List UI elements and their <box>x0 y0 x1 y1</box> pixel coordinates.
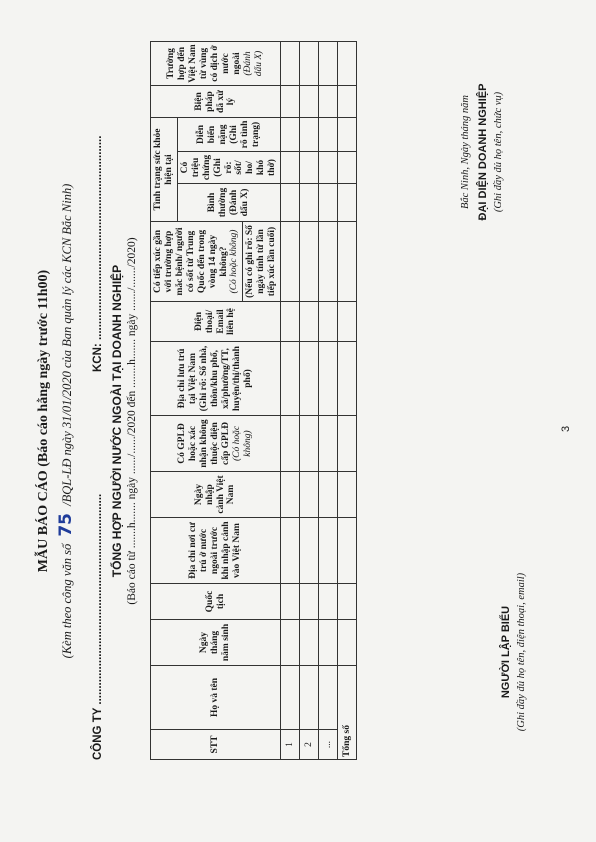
abroad-note: (Đánh dấu X) <box>242 50 264 77</box>
col-phone: Điện thoại/ Email liên hệ <box>151 302 281 342</box>
reference-line <box>56 0 76 842</box>
handwritten-reference-number: 75 <box>56 512 76 537</box>
work-permit-note: (Có hoặc không) <box>231 425 253 462</box>
col-entry-date: Ngày nhập cảnh Việt Nam <box>151 472 281 518</box>
col-name: Họ và tên <box>151 666 281 730</box>
reference-prefix: (Kèm theo công văn số <box>60 543 74 659</box>
col-health-progress: Diễn biến nặng (Ghi rõ tình trạng) <box>177 118 280 152</box>
contact-note: (Có hoặc không) <box>229 229 240 294</box>
report-form-title: MẪU BÁO CÁO (Báo cáo hằng ngày trước 11h00) <box>36 269 51 573</box>
col-stt: STT <box>151 730 281 760</box>
col-work-permit <box>151 416 281 472</box>
col-dob: Ngày tháng năm sinh <box>151 620 281 666</box>
foreigner-table <box>150 41 357 760</box>
col-nationality: Quốc tịch <box>151 584 281 620</box>
work-permit-label: Có GPLĐ hoặc xác nhận không thuộc diện cấp GPLĐ <box>177 419 232 468</box>
col-abroad <box>151 42 281 86</box>
preparer-signature <box>500 522 527 782</box>
table-row <box>300 42 319 760</box>
page-number: 3 <box>560 425 572 432</box>
col-address-vn: Địa chỉ lưu trú tại Việt Nam (Ghi rõ: Số nhà, thôn/khu phố, xã/phường/TT, huyện/thị/thành phố) <box>151 342 281 416</box>
date-line: Bắc Ninh, Ngày tháng năm <box>460 94 471 210</box>
col-health: Tình trạng sức khỏe hiện tại <box>151 118 178 222</box>
table-row <box>319 42 338 760</box>
table-row <box>281 42 300 760</box>
col-residence: Địa chỉ nơi cư trú ở nước ngoài trước khi nhập cảnh vào Việt Nam <box>151 518 281 584</box>
preparer-note: (Ghi đầy đủ họ tên, điện thoại, email) <box>516 572 527 732</box>
abroad-label: Trường hợp đến Việt Nam từ vùng có dịch ở nước ngoài <box>166 44 242 83</box>
row-stt: 2 <box>300 730 319 760</box>
company-field: CÔNG TY .................................................................. <box>92 493 104 760</box>
total-row <box>338 42 357 760</box>
kcn-field: KCN: ................................................................ <box>92 135 104 372</box>
row-stt: ... <box>319 730 338 760</box>
representative-note: (Ghi đầy đủ họ tên, chức vụ) <box>493 91 504 213</box>
contact-label: Có tiếp xúc gần với trường hợp mắc bệnh/ người có sốt từ Trung Quốc đến trong vòng 14 ngày không? <box>153 227 229 296</box>
representative-title: ĐẠI DIỆN DOANH NGHIỆP <box>477 83 489 221</box>
report-period: (Báo cáo từ .......h....... ngày ....../....../2020 đến ........h....... ngày ......./......./2020) <box>126 237 138 605</box>
col-measures: Biện pháp đã xử lý <box>151 86 281 118</box>
col-health-normal: Bình thường (Đánh dấu X) <box>177 184 280 222</box>
row-stt: 1 <box>281 730 300 760</box>
col-contact <box>151 222 243 302</box>
reference-suffix: /BQL-LĐ ngày 31/01/2020 của Ban quản lý các KCN Bắc Ninh) <box>60 183 74 506</box>
col-health-symptoms: Có triệu chứng (Ghi rõ: sốt/ ho/ khó thở) <box>177 152 280 184</box>
representative-signature <box>460 22 504 282</box>
preparer-title: NGƯỜI LẬP BIỂU <box>500 605 512 699</box>
summary-title: TỔNG HỢP NGƯỜI NƯỚC NGOÀI TẠI DOANH NGHIỆP <box>110 264 124 578</box>
col-contact-sub: (Nếu có ghi rõ: Số ngày tính từ lần tiếp xúc lần cuối) <box>243 222 281 302</box>
total-label: Tổng số <box>338 666 357 760</box>
